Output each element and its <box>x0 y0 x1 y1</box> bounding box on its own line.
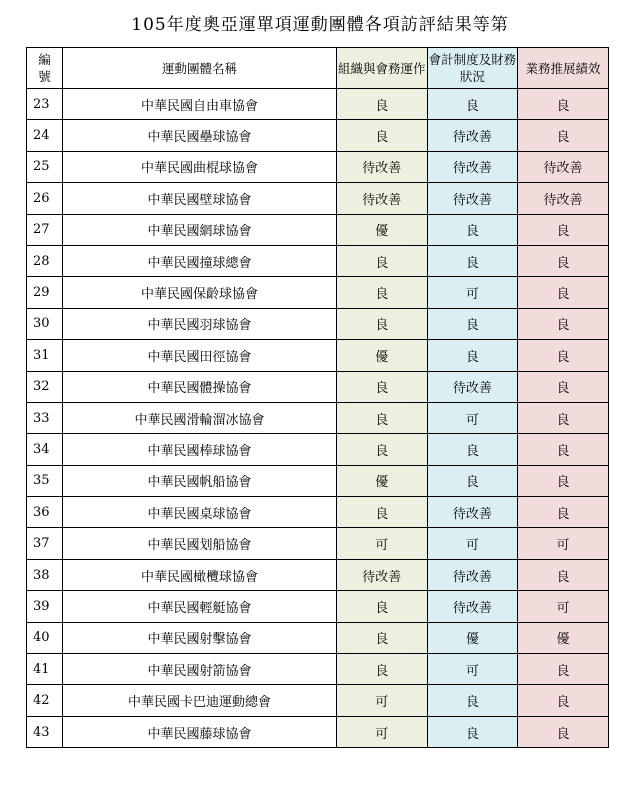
row-performance-grade: 良 <box>518 340 609 371</box>
page-title: 105年度奧亞運單項運動團體各項訪評結果等第 <box>131 15 509 35</box>
row-accounting-grade: 良 <box>427 465 518 496</box>
row-name: 中華民國卡巴迪運動總會 <box>63 685 337 716</box>
table-row <box>27 465 609 496</box>
row-number: 28 <box>27 245 63 276</box>
table-row <box>27 528 609 559</box>
header-organization: 組織與會務運作 <box>337 48 428 89</box>
row-organization-grade: 良 <box>337 308 428 339</box>
row-accounting-grade: 良 <box>427 89 518 120</box>
row-accounting-grade: 待改善 <box>427 497 518 528</box>
row-organization-grade: 良 <box>337 622 428 653</box>
row-performance-grade: 良 <box>518 402 609 433</box>
table-row <box>27 402 609 433</box>
row-accounting-grade: 良 <box>427 716 518 747</box>
row-number: 34 <box>27 434 63 465</box>
table-row <box>27 497 609 528</box>
row-accounting-grade: 良 <box>427 308 518 339</box>
row-number: 32 <box>27 371 63 402</box>
row-performance-grade: 可 <box>518 528 609 559</box>
table-row <box>27 245 609 276</box>
row-accounting-grade: 可 <box>427 277 518 308</box>
table-row <box>27 214 609 245</box>
row-number: 40 <box>27 622 63 653</box>
table-row <box>27 89 609 120</box>
row-name: 中華民國撞球總會 <box>63 245 337 276</box>
row-performance-grade: 可 <box>518 591 609 622</box>
row-organization-grade: 待改善 <box>337 183 428 214</box>
table-row <box>27 591 609 622</box>
table-row <box>27 559 609 590</box>
row-accounting-grade: 良 <box>427 214 518 245</box>
row-number: 39 <box>27 591 63 622</box>
header-number <box>27 48 63 89</box>
row-number: 36 <box>27 497 63 528</box>
row-organization-grade: 良 <box>337 497 428 528</box>
row-accounting-grade: 良 <box>427 245 518 276</box>
row-number: 42 <box>27 685 63 716</box>
table-body <box>27 89 609 748</box>
header-row <box>27 48 609 89</box>
table-row <box>27 685 609 716</box>
row-performance-grade: 良 <box>518 685 609 716</box>
table-row <box>27 622 609 653</box>
row-organization-grade: 良 <box>337 277 428 308</box>
row-organization-grade: 良 <box>337 654 428 685</box>
row-number: 25 <box>27 151 63 182</box>
row-organization-grade: 良 <box>337 591 428 622</box>
row-performance-grade: 良 <box>518 214 609 245</box>
row-organization-grade: 可 <box>337 716 428 747</box>
row-performance-grade: 良 <box>518 559 609 590</box>
table-row <box>27 151 609 182</box>
table-row <box>27 183 609 214</box>
row-name: 中華民國桌球協會 <box>63 497 337 528</box>
table-row <box>27 716 609 747</box>
row-name: 中華民國帆船協會 <box>63 465 337 496</box>
header-number-line2: 號 <box>38 69 51 84</box>
row-number: 43 <box>27 716 63 747</box>
row-name: 中華民國射箭協會 <box>63 654 337 685</box>
row-accounting-grade: 良 <box>427 434 518 465</box>
row-accounting-grade: 可 <box>427 654 518 685</box>
row-name: 中華民國曲棍球協會 <box>63 151 337 182</box>
row-name: 中華民國保齡球協會 <box>63 277 337 308</box>
row-organization-grade: 待改善 <box>337 151 428 182</box>
row-organization-grade: 良 <box>337 89 428 120</box>
row-name: 中華民國自由車協會 <box>63 89 337 120</box>
row-name: 中華民國田徑協會 <box>63 340 337 371</box>
row-number: 33 <box>27 402 63 433</box>
row-accounting-grade: 優 <box>427 622 518 653</box>
row-accounting-grade: 良 <box>427 685 518 716</box>
header-accounting: 會計制度及財務狀況 <box>427 48 518 89</box>
row-accounting-grade: 待改善 <box>427 559 518 590</box>
table-row <box>27 120 609 151</box>
row-performance-grade: 良 <box>518 371 609 402</box>
row-organization-grade: 優 <box>337 340 428 371</box>
row-name: 中華民國壘球協會 <box>63 120 337 151</box>
row-organization-grade: 良 <box>337 434 428 465</box>
row-performance-grade: 良 <box>518 434 609 465</box>
row-name: 中華民國划船協會 <box>63 528 337 559</box>
row-name: 中華民國藤球協會 <box>63 716 337 747</box>
row-number: 37 <box>27 528 63 559</box>
header-number-line1: 編 <box>38 52 51 67</box>
row-organization-grade: 良 <box>337 371 428 402</box>
evaluation-table <box>26 47 609 748</box>
row-name: 中華民國射擊協會 <box>63 622 337 653</box>
row-name: 中華民國體操協會 <box>63 371 337 402</box>
row-number: 23 <box>27 89 63 120</box>
table-row <box>27 308 609 339</box>
row-number: 30 <box>27 308 63 339</box>
row-organization-grade: 可 <box>337 528 428 559</box>
header-performance: 業務推展績效 <box>518 48 609 89</box>
row-performance-grade: 待改善 <box>518 151 609 182</box>
row-accounting-grade: 可 <box>427 402 518 433</box>
row-number: 24 <box>27 120 63 151</box>
row-accounting-grade: 待改善 <box>427 371 518 402</box>
row-organization-grade: 待改善 <box>337 559 428 590</box>
row-number: 35 <box>27 465 63 496</box>
row-performance-grade: 良 <box>518 277 609 308</box>
row-performance-grade: 良 <box>518 308 609 339</box>
row-organization-grade: 可 <box>337 685 428 716</box>
row-number: 26 <box>27 183 63 214</box>
row-name: 中華民國羽球協會 <box>63 308 337 339</box>
row-number: 27 <box>27 214 63 245</box>
row-performance-grade: 良 <box>518 716 609 747</box>
row-performance-grade: 良 <box>518 120 609 151</box>
row-accounting-grade: 可 <box>427 528 518 559</box>
row-name: 中華民國壁球協會 <box>63 183 337 214</box>
row-accounting-grade: 待改善 <box>427 183 518 214</box>
row-accounting-grade: 良 <box>427 340 518 371</box>
row-performance-grade: 良 <box>518 497 609 528</box>
row-performance-grade: 優 <box>518 622 609 653</box>
row-name: 中華民國網球協會 <box>63 214 337 245</box>
table-row <box>27 277 609 308</box>
row-number: 31 <box>27 340 63 371</box>
row-number: 29 <box>27 277 63 308</box>
row-name: 中華民國棒球協會 <box>63 434 337 465</box>
row-performance-grade: 良 <box>518 245 609 276</box>
row-accounting-grade: 待改善 <box>427 151 518 182</box>
row-organization-grade: 優 <box>337 214 428 245</box>
row-organization-grade: 良 <box>337 120 428 151</box>
row-name: 中華民國橄欖球協會 <box>63 559 337 590</box>
row-performance-grade: 良 <box>518 89 609 120</box>
table-row <box>27 434 609 465</box>
row-performance-grade: 良 <box>518 654 609 685</box>
row-accounting-grade: 待改善 <box>427 591 518 622</box>
table-row <box>27 654 609 685</box>
header-name: 運動團體名稱 <box>63 48 337 89</box>
row-organization-grade: 良 <box>337 245 428 276</box>
row-name: 中華民國輕艇協會 <box>63 591 337 622</box>
row-name: 中華民國滑輪溜冰協會 <box>63 402 337 433</box>
row-performance-grade: 良 <box>518 465 609 496</box>
row-organization-grade: 良 <box>337 402 428 433</box>
table-row <box>27 371 609 402</box>
row-accounting-grade: 待改善 <box>427 120 518 151</box>
table-row <box>27 340 609 371</box>
row-number: 38 <box>27 559 63 590</box>
row-number: 41 <box>27 654 63 685</box>
row-performance-grade: 待改善 <box>518 183 609 214</box>
row-organization-grade: 優 <box>337 465 428 496</box>
